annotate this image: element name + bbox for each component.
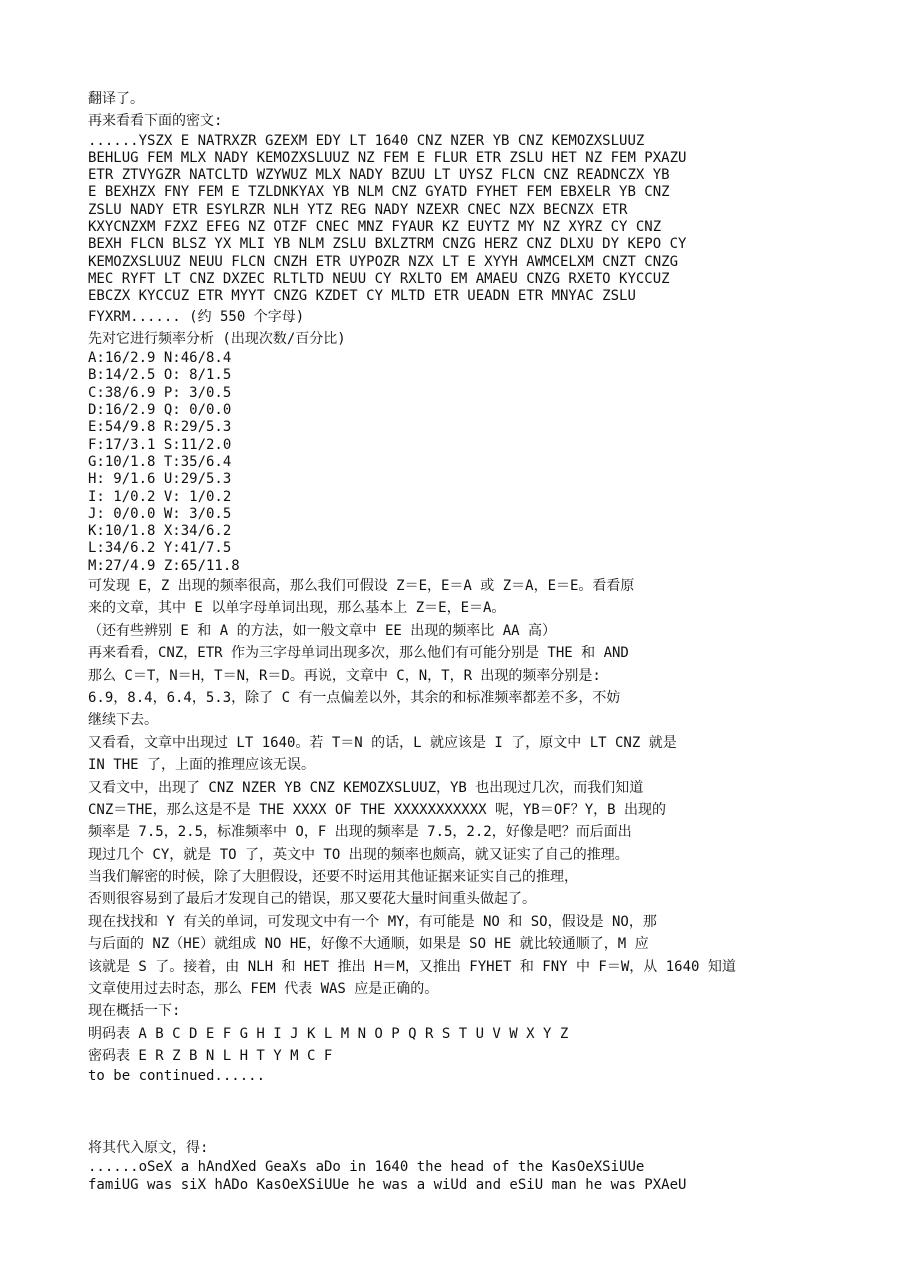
frequency-table bbox=[88, 350, 888, 575]
cipher-line: BEHLUG FEM MLX NADY KEMOZXSLUUZ NZ FEM E FLUR ETR ZSLU HET NZ FEM PXAZU bbox=[88, 149, 687, 166]
analysis-line: 可发现 E，Z 出现的频率很高，那么我们可假设 Z＝E，E＝A 或 Z＝A，E＝E。看看原 bbox=[88, 578, 635, 595]
cipher-line: ......YSZX E NATRXZR GZEXM EDY LT 1640 CNZ NZER YB CNZ KEMOZXSLUUZ bbox=[88, 132, 645, 149]
analysis-line: 文章使用过去时态，那么 FEM 代表 WAS 应是正确的。 bbox=[88, 981, 439, 998]
substitution-heading: 将其代入原文，得: bbox=[88, 1139, 209, 1156]
analysis-line: 又看看，文章中出现过 LT 1640。若 T＝N 的话，L 就应该是 I 了，原文中 LT CNZ 就是 bbox=[88, 734, 677, 751]
analysis-line: IN THE 了，上面的推理应该无误。 bbox=[88, 757, 316, 774]
cipher-line: KXYCNZXM FZXZ EFEG NZ OTZF CNEC MNZ FYAUR KZ EUYTZ MY NZ XYRZ CY CNZ bbox=[88, 219, 662, 236]
frequency-heading: 先对它进行频率分析 (出现次数/百分比) bbox=[88, 330, 346, 347]
analysis-line: 与后面的 NZ（HE）就组成 NO HE，好像不大通顺，如果是 SO HE 就比较通顺了，M 应 bbox=[88, 936, 649, 953]
mapping-table bbox=[88, 1023, 888, 1068]
decoded-line: famiUG was siX hADo KasOeXSiUUe he was a wiUd and eSiU man he was PXAeU bbox=[88, 1176, 687, 1193]
intro-line: 再来看看下面的密文: bbox=[88, 113, 223, 130]
analysis-line: 那么 C＝T，N＝H，T＝N，R＝D。再说，文章中 C，N，T，R 出现的频率分别是: bbox=[88, 667, 601, 684]
cipher-line: ETR ZTVYGZR NATCLTD WZYWUZ MLX NADY BZUU LT UYSZ FLCN CNZ READNCZX YB bbox=[88, 167, 670, 184]
frequency-row: E:54/9.8 R:29/5.3 bbox=[88, 419, 232, 436]
analysis-line: 频率是 7.5，2.5，标准频率中 O，F 出现的频率是 7.5，2.2，好像是吧？而后面出 bbox=[88, 824, 632, 841]
analysis-line: 否则很容易到了最后才发现自己的错误，那又要花大量时间重头做起了。 bbox=[88, 891, 536, 908]
cipher-line: E BEXHZX FNY FEM E TZLDNKYAX YB NLM CNZ GYATD FYHET FEM EBXELR YB CNZ bbox=[88, 184, 670, 201]
document-page bbox=[88, 88, 888, 1194]
decoded-line: ......oSeX a hAndXed GeaXs aDo in 1640 the head of the KasOeXSiUUe bbox=[88, 1159, 645, 1176]
frequency-row: L:34/6.2 Y:41/7.5 bbox=[88, 540, 232, 557]
cipher-line: KEMOZXSLUUZ NEUU FLCN CNZH ETR UYPOZR NZX LT E XYYH AWMCELXM CNZT CNZG bbox=[88, 253, 679, 270]
frequency-row: F:17/3.1 S:11/2.0 bbox=[88, 436, 232, 453]
ciphertext-alphabet-row: 密码表 E R Z B N L H T Y M C F bbox=[88, 1048, 333, 1065]
analysis-paragraphs bbox=[88, 575, 888, 1023]
cipher-line: MEC RYFT LT CNZ DXZEC RLTLTD NEUU CY RXLTO EM AMAEU CNZG RXETO KYCCUZ bbox=[88, 270, 670, 287]
analysis-line: 来的文章，其中 E 以单字母单词出现，那么基本上 Z＝E，E＝A。 bbox=[88, 600, 506, 617]
frequency-row: G:10/1.8 T:35/6.4 bbox=[88, 453, 232, 470]
frequency-row: K:10/1.8 X:34/6.2 bbox=[88, 523, 232, 540]
cipher-line: BEXH FLCN BLSZ YX MLI YB NLM ZSLU BXLZTRM CNZG HERZ CNZ DLXU DY KEPO CY bbox=[88, 236, 687, 253]
frequency-row: I: 1/0.2 V: 1/0.2 bbox=[88, 488, 232, 505]
decoded-text-block bbox=[88, 1159, 888, 1194]
frequency-row: J: 0/0.0 W: 3/0.5 bbox=[88, 505, 232, 522]
analysis-line: （还有些辨别 E 和 A 的方法，如一般文章中 EE 出现的频率比 AA 高） bbox=[88, 622, 557, 639]
frequency-row: D:16/2.9 Q: 0/0.0 bbox=[88, 402, 232, 419]
cipher-line: ZSLU NADY ETR ESYLRZR NLH YTZ REG NADY NZEXR CNEC NZX BECNZX ETR bbox=[88, 201, 628, 218]
intro-line: 翻译了。 bbox=[88, 91, 144, 107]
analysis-line: 再来看看，CNZ，ETR 作为三字母单词出现多次，那么他们有可能分别是 THE 和 AND bbox=[88, 645, 629, 662]
frequency-row: A:16/2.9 N:46/8.4 bbox=[88, 350, 232, 367]
analysis-line: 现过几个 CY，就是 TO 了，英文中 TO 出现的频率也颇高，就又证实了自己的推理。 bbox=[88, 846, 629, 863]
cipher-text-block bbox=[88, 133, 888, 306]
analysis-line: 当我们解密的时候，除了大胆假设，还要不时运用其他证据来证实自己的推理， bbox=[88, 869, 578, 886]
to-be-continued: to be continued...... bbox=[88, 1067, 266, 1084]
analysis-line: 又看文中，出现了 CNZ NZER YB CNZ KEMOZXSLUUZ，YB 也出现过几次，而我们知道 bbox=[88, 779, 644, 796]
cipher-end-line: FYXRM...... (约 550 个字母) bbox=[88, 308, 305, 325]
frequency-row: C:38/6.9 P: 3/0.5 bbox=[88, 384, 232, 401]
analysis-line: 现在概括一下: bbox=[88, 1003, 181, 1020]
frequency-row: H: 9/1.6 U:29/5.3 bbox=[88, 471, 232, 488]
cipher-line: EBCZX KYCCUZ ETR MYYT CNZG KZDET CY MLTD ETR UEADN ETR MNYAC ZSLU bbox=[88, 288, 636, 305]
analysis-line: CNZ＝THE，那么这是不是 THE XXXX OF THE XXXXXXXXXXX 呢，YB＝OF？Y，B 出现的 bbox=[88, 801, 667, 818]
analysis-line: 继续下去。 bbox=[88, 712, 158, 729]
plaintext-alphabet-row: 明码表 A B C D E F G H I J K L M N O P Q R S T U V W X Y Z bbox=[88, 1025, 569, 1042]
analysis-line: 该就是 S 了。接着，由 NLH 和 HET 推出 H＝M，又推出 FYHET 和 FNY 中 F＝W，从 1640 知道 bbox=[88, 958, 736, 975]
blank-space bbox=[88, 1085, 888, 1137]
analysis-line: 6.9，8.4，6.4，5.3，除了 C 有一点偏差以外，其余的和标准频率都差不多，不妨 bbox=[88, 689, 621, 706]
frequency-row: B:14/2.5 O: 8/1.5 bbox=[88, 367, 232, 384]
analysis-line: 现在找找和 Y 有关的单词，可发现文中有一个 MY，有可能是 NO 和 SO，假设是 NO，那 bbox=[88, 913, 657, 930]
frequency-row: M:27/4.9 Z:65/11.8 bbox=[88, 557, 240, 574]
